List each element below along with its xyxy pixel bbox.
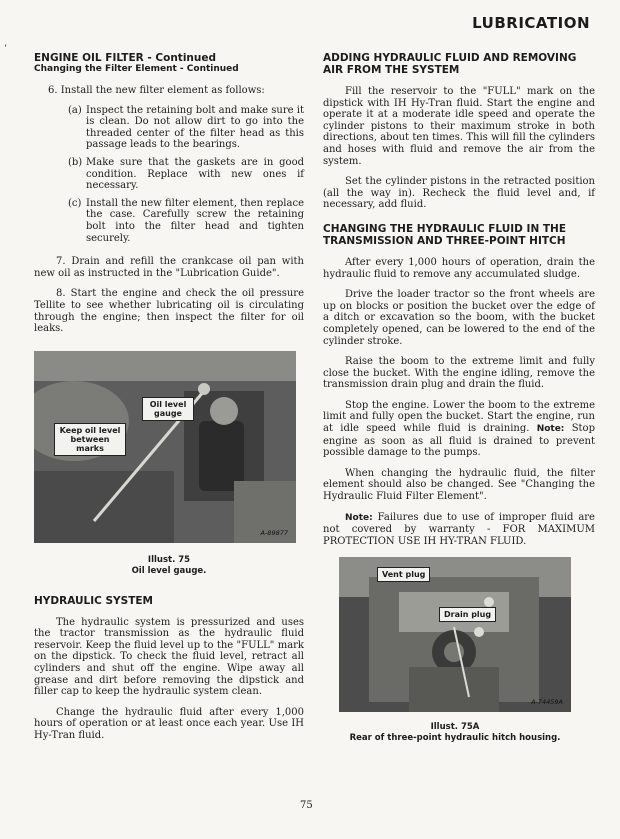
- changing-fluid-para-1: After every 1,000 hours of operation, drain the hydraulic fluid to remove any accumulated sludge.: [323, 256, 595, 280]
- adding-fluid-para-2: Set the cylinder pistons in the retracted position (all the way in). Recheck the fluid level and, if necessary, add fluid.: [323, 176, 595, 211]
- section-title-engine-oil-filter: ENGINE OIL FILTER - Continued: [34, 52, 217, 64]
- changing-fluid-para-4: [323, 400, 595, 459]
- substep-a-text: Inspect the retaining bolt and make sure it is clean. Do not allow dirt to go into the threaded center of the filter head as this passage leads to the bearings.: [86, 104, 304, 151]
- figure-75-ref: A-89877: [260, 528, 288, 537]
- substep-a: [68, 105, 304, 151]
- adding-fluid-para-1: Fill the reservoir to the "FULL" mark on the dipstick with IH Hy-Tran fluid. Start the engine and operate it at a moderate idle speed and operate the cylinder pistons to their maximum stroke in both directions, about ten times. This will fill the cylinders and hoses with fluid and remove the air from the system.: [323, 86, 595, 167]
- changing-fluid-para-2: Drive the loader tractor so the front wheels are up on blocks or position the bucket over the edge of a ditch or excavation so the boom, with the bucket completely opened, can be lowered to the end of the cylinder stroke.: [323, 289, 595, 347]
- substep-c: [68, 198, 304, 244]
- section-title-adding-fluid: ADDING HYDRAULIC FLUID AND REMOVING AIR FROM THE SYSTEM: [323, 52, 577, 76]
- figure-75-text: Oil level gauge.: [131, 565, 207, 576]
- figure-75a-text: Rear of three-point hydraulic hitch housing.: [349, 733, 561, 744]
- page-number: 75: [300, 800, 313, 811]
- step-8: 8. Start the engine and check the oil pressure Tellite to see whether lubricating oil is circulating through the engine; then inspect the filter for oil leaks.: [34, 288, 304, 335]
- hydraulic-system-para-2: Change the hydraulic fluid after every 1,000 hours of operation or at least once each year. Use IH Hy-Tran fluid.: [34, 706, 304, 742]
- changing-fluid-para-4-text: Stop the engine. Lower the boom to the extreme limit and fully open the bucket. Start the engine, run at idle speed while fluid is draining.: [323, 399, 595, 435]
- figure-75a-caption: [339, 722, 571, 744]
- figure-75-number: Illust. 75: [147, 554, 191, 565]
- step-6: 6. Install the new filter element as follows:: [48, 85, 265, 96]
- changing-fluid-para-3: Raise the boom to the extreme limit and fully close the bucket. With the engine idling, remove the transmission drain plug and drain the fluid.: [323, 356, 595, 391]
- hitch-photo-graphic: [339, 557, 571, 712]
- substep-c-label: (c): [68, 197, 82, 209]
- label-vent-plug: Vent plug: [377, 567, 430, 582]
- substep-a-label: (a): [68, 104, 82, 116]
- oil-level-gauge-photo: [34, 351, 296, 543]
- section-subtitle-changing-filter: Changing the Filter Element - Continued: [34, 64, 239, 74]
- substep-b: [68, 157, 304, 192]
- changing-fluid-para-4-note: Stop engine as soon as all fluid is drained to prevent possible damage to the pumps.: [323, 423, 595, 459]
- label-oil-level-gauge: Oil level gauge: [142, 397, 194, 421]
- section-title-hydraulic-system: HYDRAULIC SYSTEM: [34, 594, 153, 607]
- figure-75-caption: [34, 555, 304, 577]
- hitch-housing-photo: [339, 557, 571, 712]
- hydraulic-system-para-1: The hydraulic system is pressurized and uses the tractor transmission as the hydraulic fluid reservoir. Keep the fluid level up to the "FULL" mark on the dipstick. To check the fluid level, retract all cylinders and shut off the engine. Wipe away all grease and dirt before removing the dipstick and filler cap to keep the hydraulic system clean.: [34, 616, 304, 698]
- label-keep-oil-level: Keep oil level between marks: [54, 423, 126, 456]
- substep-b-text: Make sure that the gaskets are in good condition. Replace with new ones if necessary.: [86, 156, 304, 192]
- page-header-title: LUBRICATION: [472, 14, 590, 32]
- note-label-2: Note:: [345, 512, 373, 523]
- right-column: [323, 52, 595, 744]
- left-column: [34, 52, 304, 751]
- figure-75a-ref: A-74459A: [531, 698, 563, 707]
- figure-75a-number: Illust. 75A: [430, 722, 480, 733]
- step-7: 7. Drain and refill the crankcase oil pan with new oil as instructed in the "Lubrication Guide".: [34, 256, 304, 279]
- note-label-1: Note:: [536, 424, 565, 435]
- changing-fluid-para-5: When changing the hydraulic fluid, the filter element should also be changed. See "Changing the Hydraulic Fluid Filter Element".: [323, 467, 595, 503]
- substep-c-text: Install the new filter element, then replace the case. Carefully screw the retaining bolt into the filter head and tighten securely.: [86, 197, 304, 244]
- label-drain-plug: Drain plug: [439, 607, 496, 622]
- changing-fluid-para-6: [323, 512, 595, 548]
- margin-mark: ‘: [4, 44, 7, 54]
- changing-fluid-warranty-text: Failures due to use of improper fluid are not covered by warranty - FOR MAXIMUM PROTECTION USE IH HY-TRAN FLUID.: [323, 511, 595, 547]
- substep-b-label: (b): [68, 156, 83, 168]
- section-title-changing-fluid: CHANGING THE HYDRAULIC FLUID IN THE TRANSMISSION AND THREE-POINT HITCH: [323, 222, 567, 247]
